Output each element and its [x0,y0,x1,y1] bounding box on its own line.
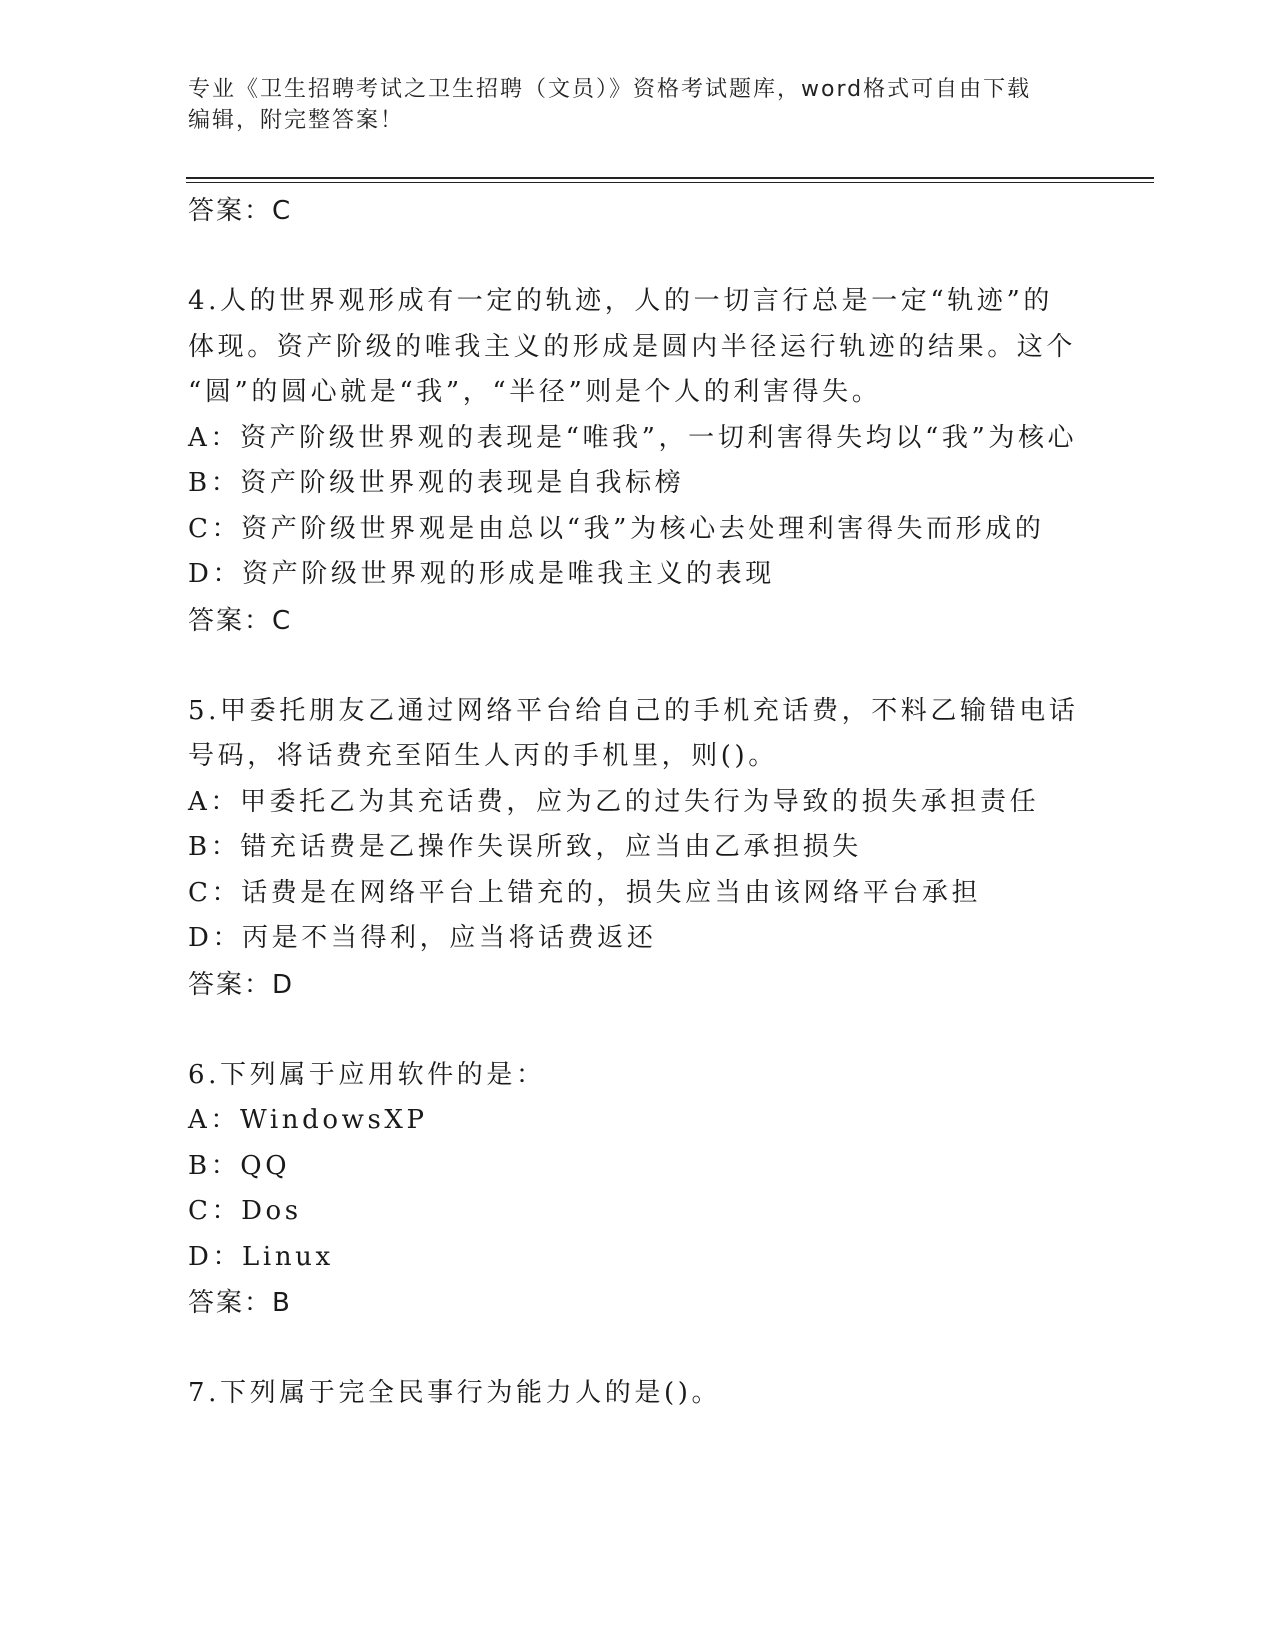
option-a: A：WindowsXP [188,1105,428,1135]
question-stem-line: 7.下列属于完全民事行为能力人的是()。 [188,1378,722,1408]
option-a: A：甲委托乙为其充话费，应为乙的过失行为导致的损失承担责任 [188,786,1040,817]
header-line-2: 编辑，附完整答案！ [188,108,405,133]
question-stem [188,1053,1088,1099]
answer-line: 答案：B [188,1288,292,1318]
question-content [188,188,1088,1417]
document-header [188,74,1088,136]
question-block [188,689,1088,1008]
option-c: C：话费是在网络平台上错充的，损失应当由该网络平台承担 [188,877,982,908]
header-line-1: 专业《卫生招聘考试之卫生招聘（文员）》资格考试题库，word格式可自由下载 [188,77,1032,102]
option-d: D：Linux [188,1241,334,1272]
answer-line: 答案：C [188,605,293,636]
option-d: D：资产阶级世界观的形成是唯我主义的表现 [188,559,775,589]
question-stem-line: 号码，将话费充至陌生人丙的手机里，则()。 [188,741,778,771]
question-stem [188,689,1088,780]
header-divider-thick [186,177,1154,179]
question-stem [188,1371,1088,1417]
question-stem-line: “圆”的圆心就是“我”，“半径”则是个人的利害得失。 [188,377,882,407]
option-a: A：资产阶级世界观的表现是“唯我”，一切利害得失均以“我”为核心 [188,422,1078,453]
question-stem-line: 4.人的世界观形成有一定的轨迹，人的一切言行总是一定“轨迹”的 [188,286,1053,316]
option-d: D：丙是不当得利，应当将话费返还 [188,923,657,953]
option-b: B：错充话费是乙操作失误所致，应当由乙承担损失 [188,832,862,862]
option-c: C：资产阶级世界观是由总以“我”为核心去处理利害得失而形成的 [188,513,1045,544]
answer-line: 答案：C [188,196,293,226]
option-c: C：Dos [188,1196,302,1226]
question-block [188,1053,1088,1327]
question-stem-line: 6.下列属于应用软件的是： [188,1059,546,1090]
option-b: B：资产阶级世界观的表现是自我标榜 [188,468,685,498]
header-divider-thin [186,182,1154,183]
question-stem-line: 体现。资产阶级的唯我主义的形成是圆内半径运行轨迹的结果。这个 [188,331,1077,362]
answer-line: 答案：D [188,969,295,1000]
question-stem-line: 5.甲委托朋友乙通过网络平台给自己的手机充话费，不料乙输错电话 [188,695,1079,726]
question-block [188,279,1088,644]
question-block [188,1371,1088,1417]
option-b: B：QQ [188,1150,291,1181]
question-stem [188,279,1088,416]
